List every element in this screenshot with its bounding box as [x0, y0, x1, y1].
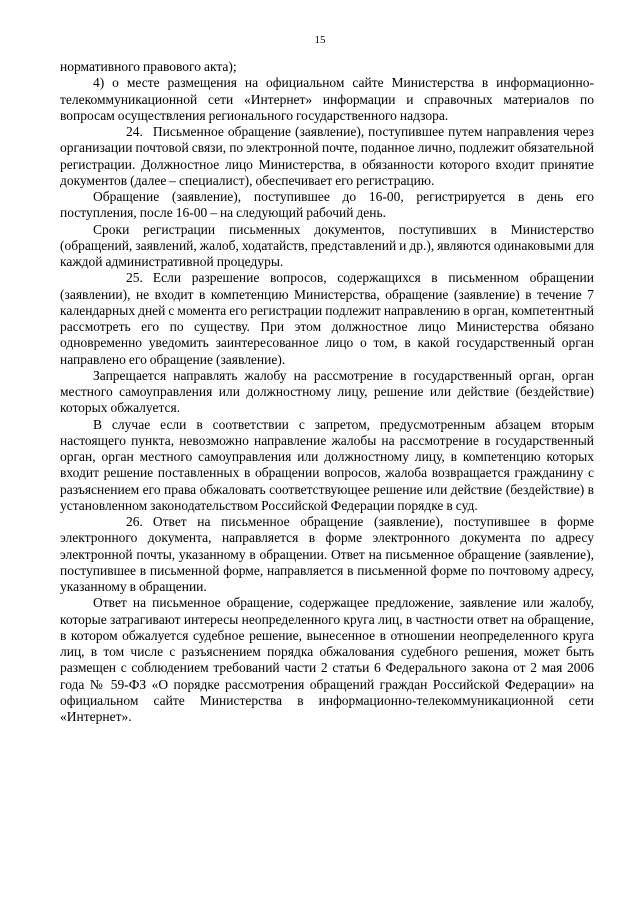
- paragraph-text: Запрещается направлять жалобу на рассмотрение в государственный орган, орган местного самоуправления или должностному лицу, решение или действие (бездействие) которых обжалуется.: [60, 367, 594, 416]
- paragraph-p6: [60, 368, 594, 417]
- paragraph-text: Сроки регистрации письменных документов, поступивших в Министерство (обращений, заявлений, жалоб, ходатайств, представлений и др.), являются одинаковыми для каждой административной процедуры.: [60, 221, 595, 269]
- page-number: 15: [314, 34, 326, 46]
- paragraph-p0: [60, 59, 594, 75]
- paragraph-text: Ответ на письменное обращение (заявление), поступившее в форме электронного документа, направляется в форме электронного документа по адресу электронной почты, указанному в обращении. Ответ на письменное обращение (заявление), поступившее в письменной форме, направляется в письменной форме по почтовому адресу, указанному в обращении.: [60, 514, 594, 594]
- paragraph-text: Письменное обращение (заявление), поступившее путем направления через организации почтовой связи, по электронной почте, поданное лично, подлежит обязательной регистрации. Должностное лицо Министерства, в обязанности которого входит принятие документов (далее – специалист), обеспечивает его регистрацию.: [60, 124, 594, 188]
- paragraph-text: 4) о месте размещения на официальном сайте Министерства в информационно-телекоммуникационной сети «Интернет» информации и справочных материалов по вопросам осуществления регионального государственного надзора.: [60, 75, 594, 123]
- paragraph-text: нормативного правового акта);: [60, 59, 237, 74]
- paragraph-text: Ответ на письменное обращение, содержащее предложение, заявление или жалобу, которые затрагивают интересы неопределенного круга лиц, в частности ответ на обращение, в котором обжалуется судебное решение, вынесенное в отношении неопределенного круга лиц, в том числе с разъяснением порядка обжалования судебного решения, может быть размещен с соблюдением требований части 2 статьи 6 Федерального закона от 2 мая 2006 года № 59-ФЗ «О порядке рассмотрения обращений граждан Российской Федерации» на официальном сайте Министерства в информационно-телекоммуникационной сети «Интернет».: [60, 595, 594, 724]
- paragraph-p1: [60, 75, 594, 124]
- paragraph-text: Если разрешение вопросов, содержащихся в письменном обращении (заявлении), не входит в компетенцию Министерства, обращение (заявление) в течение 7 календарных дней с момента его регистрации подлежит направлению в орган, компетентный рассмотреть его по существу. При этом должностное лицо Министерства обязано одновременно уведомить заинтересованное лицо о том, в какой государственный орган направлено его обращение (заявление).: [60, 270, 594, 367]
- paragraph-p8: [60, 514, 594, 595]
- paragraph-p3: [60, 189, 594, 222]
- paragraph-p5: [60, 270, 594, 368]
- paragraph-p7: [60, 417, 594, 515]
- document-body: [60, 59, 594, 725]
- paragraph-p9: [60, 595, 594, 725]
- paragraph-text: В случае если в соответствии с запретом, предусмотренным абзацем вторым настоящего пункта, невозможно направление жалобы на рассмотрение в государственный орган, орган местного самоуправления или должностному лицу, в компетенцию которых входит решение поставленных в обращении вопросов, жалоба возвращается гражданину с разъяснением его права обжаловать соответствующее решение или действие (бездействие) в установленном законодательством Российской Федерации порядке в суд.: [60, 416, 594, 513]
- paragraph-p2: [60, 124, 594, 189]
- paragraph-number: 24.: [126, 124, 143, 139]
- paragraph-number: 26.: [126, 514, 143, 529]
- paragraph-text: Обращение (заявление), поступившее до 16-00, регистрируется в день его поступления, после 16-00 – на следующий рабочий день.: [60, 189, 594, 221]
- paragraph-number: 25.: [126, 270, 143, 286]
- paragraph-p4: [60, 222, 594, 271]
